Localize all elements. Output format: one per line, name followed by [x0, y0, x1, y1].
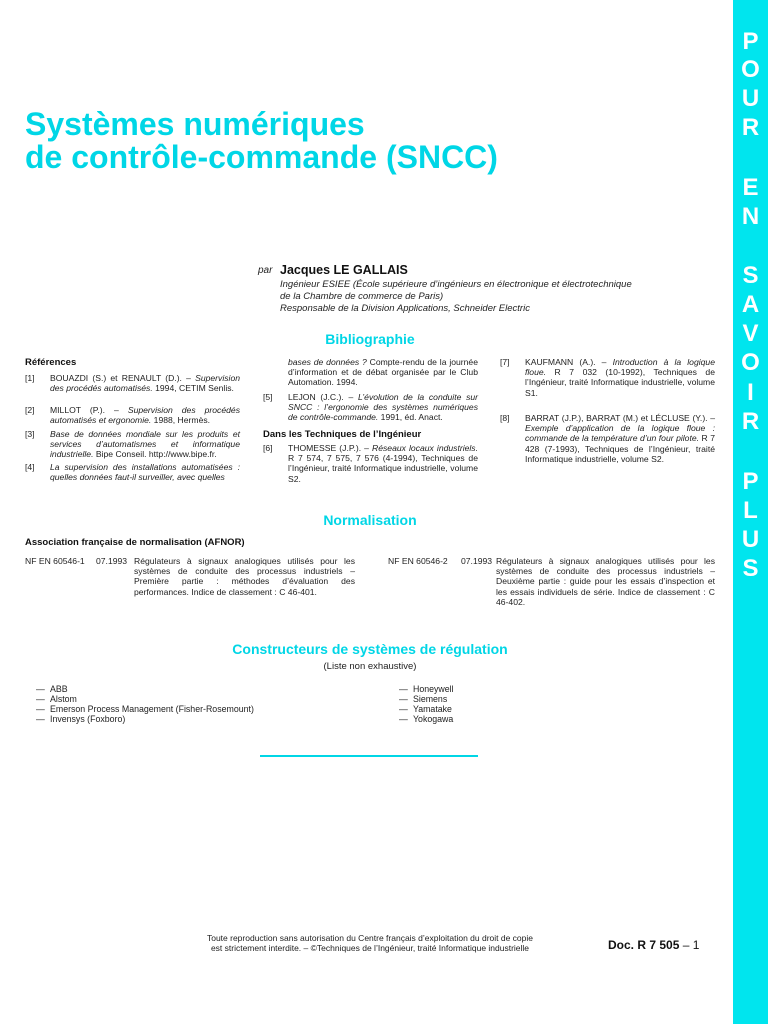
- list-item: — Invensys (Foxboro): [36, 714, 126, 724]
- reference-item: [500, 357, 715, 399]
- side-letter: S: [742, 262, 759, 289]
- page-number: – 1: [679, 938, 700, 952]
- copyright-line-1: Toute reproduction sans autorisation du Centre français d’exploitation du droit de copie: [206, 933, 534, 943]
- side-letter: P: [742, 28, 759, 55]
- side-letter: R: [741, 408, 760, 435]
- side-letter: O: [741, 349, 760, 376]
- list-item: — Emerson Process Management (Fisher-Rosemount): [36, 704, 254, 714]
- side-letter: N: [741, 203, 760, 230]
- reference-text: La supervision des installations automatisées : quelles données faut-il surveiller, avec quelles: [50, 462, 240, 483]
- list-item: — ABB: [36, 684, 68, 694]
- reference-item: [25, 373, 240, 405]
- norm-date: 07.1993: [96, 556, 128, 566]
- reference-number: [7]: [500, 357, 510, 367]
- reference-text: THOMESSE (J.P.). – Réseaux locaux industriels. R 7 574, 7 575, 7 576 (4-1994), Techniques de l’Ingénieur, traité Informatique industrielle, volume S2.: [288, 443, 478, 484]
- reference-item: [263, 392, 478, 424]
- title-line-1: Systèmes numériques: [25, 106, 365, 142]
- normalisation-title: Normalisation: [323, 512, 417, 528]
- section-divider: [260, 755, 478, 757]
- reference-continuation: bases de données ? Compte-rendu de la journée d’information et de débat organisée par le Club Automation. 1994.: [288, 357, 478, 388]
- author-name: Jacques LE GALLAIS: [280, 263, 408, 277]
- author-affiliation-2: de la Chambre de commerce de Paris): [280, 291, 444, 302]
- bibliography-title: Bibliographie: [325, 331, 415, 347]
- side-letter: A: [741, 291, 760, 318]
- side-letter: S: [742, 555, 759, 582]
- author-affiliation-1: Ingénieur ESIEE (École supérieure d’ingénieurs en électronique et électrotechnique: [280, 279, 632, 290]
- list-note: (Liste non exhaustive): [323, 661, 417, 672]
- document-reference: [608, 938, 699, 952]
- afnor-heading: Association française de normalisation (AFNOR): [25, 537, 245, 548]
- side-letter: I: [747, 379, 754, 406]
- side-letter: E: [742, 174, 759, 201]
- author-prefix: par: [258, 265, 273, 276]
- list-item: — Yamatake: [399, 704, 452, 714]
- side-letter: R: [741, 114, 760, 141]
- reference-number: [5]: [263, 392, 273, 402]
- constructeurs-title: Constructeurs de systèmes de régulation: [232, 641, 508, 657]
- side-letter: P: [742, 468, 759, 495]
- norm-description: Régulateurs à signaux analogiques utilisés pour les systèmes de conduite des processus industriels – Deuxième partie : guide pour les essais d’inspection et les essais individuels de série. Indice de classement : C 46-402.: [496, 556, 715, 607]
- side-letter: U: [741, 526, 760, 553]
- list-item: — Honeywell: [399, 684, 454, 694]
- reference-text: LEJON (J.C.). – L’évolution de la conduite sur SNCC : l’ergonomie des systèmes numériques de contrôle-commande. 1991, éd. Anact.: [288, 392, 479, 423]
- reference-item: [25, 429, 240, 461]
- norm-item: [25, 556, 355, 600]
- reference-text: BARRAT (J.P.), BARRAT (M.) et LÉCLUSE (Y.). – Exemple d’application de la logique floue : commande de la température d’un four pilote. R 7 428 (7-1993), Techniques de l’Ingénieur, traité Informatique industrielle, volume S2.: [525, 413, 715, 464]
- reference-text: MILLOT (P.). – Supervision des procédés automatisés et ergonomie. 1988, Hermès.: [50, 405, 240, 426]
- reference-text: KAUFMANN (A.). – Introduction à la logique floue. R 7 032 (10-1992), Techniques de l’Ingénieur, traité Informatique industrielle, volume S1.: [525, 357, 715, 398]
- norm-description: Régulateurs à signaux analogiques utilisés pour les systèmes de conduite des processus industriels – Première partie : méthodes d’évaluation des performances. Indice de classement : C 46-401.: [134, 556, 355, 597]
- list-item: — Siemens: [399, 694, 448, 704]
- copyright-line-2: est strictement interdite. – ©Techniques de l’Ingénieur, traité Informatique industrielle: [210, 942, 530, 953]
- side-letter: V: [742, 320, 759, 347]
- techniques-heading: Dans les Techniques de l’Ingénieur: [263, 429, 422, 440]
- reference-item: [25, 462, 240, 484]
- reference-item: [263, 443, 478, 485]
- reference-number: [4]: [25, 462, 35, 472]
- copyright-notice: [150, 934, 590, 953]
- side-letter: O: [741, 56, 760, 83]
- side-letter: L: [743, 497, 758, 524]
- reference-number: [1]: [25, 373, 35, 383]
- references-heading: Références: [25, 357, 77, 368]
- list-item: — Yokogawa: [399, 714, 454, 724]
- reference-text: BOUAZDI (S.) et RENAULT (D.). – Supervision des procédés automatisés. 1994, CETIM Senlis.: [50, 373, 240, 394]
- norm-item: [388, 556, 715, 607]
- reference-number: [2]: [25, 405, 35, 415]
- norm-code: NF EN 60546-1: [25, 556, 85, 566]
- side-letter: U: [741, 85, 760, 112]
- norm-date: 07.1993: [461, 556, 493, 566]
- reference-number: [3]: [25, 429, 35, 439]
- reference-number: [8]: [500, 413, 510, 423]
- author-affiliation-3: Responsable de la Division Applications, Schneider Electric: [280, 303, 530, 314]
- reference-item: [500, 413, 715, 485]
- reference-number: [6]: [263, 443, 273, 453]
- reference-item: [25, 405, 240, 427]
- title-line-2: de contrôle-commande (SNCC): [25, 139, 498, 175]
- page-title: [25, 108, 665, 174]
- reference-text: Base de données mondiale sur les produits et services d’automatismes et informatique industrielle. Bipe Conseil. http://www.bipe.fr.: [50, 429, 240, 460]
- norm-code: NF EN 60546-2: [388, 556, 448, 566]
- list-item: — Alstom: [36, 694, 77, 704]
- doc-ref-number: Doc. R 7 505: [608, 938, 680, 952]
